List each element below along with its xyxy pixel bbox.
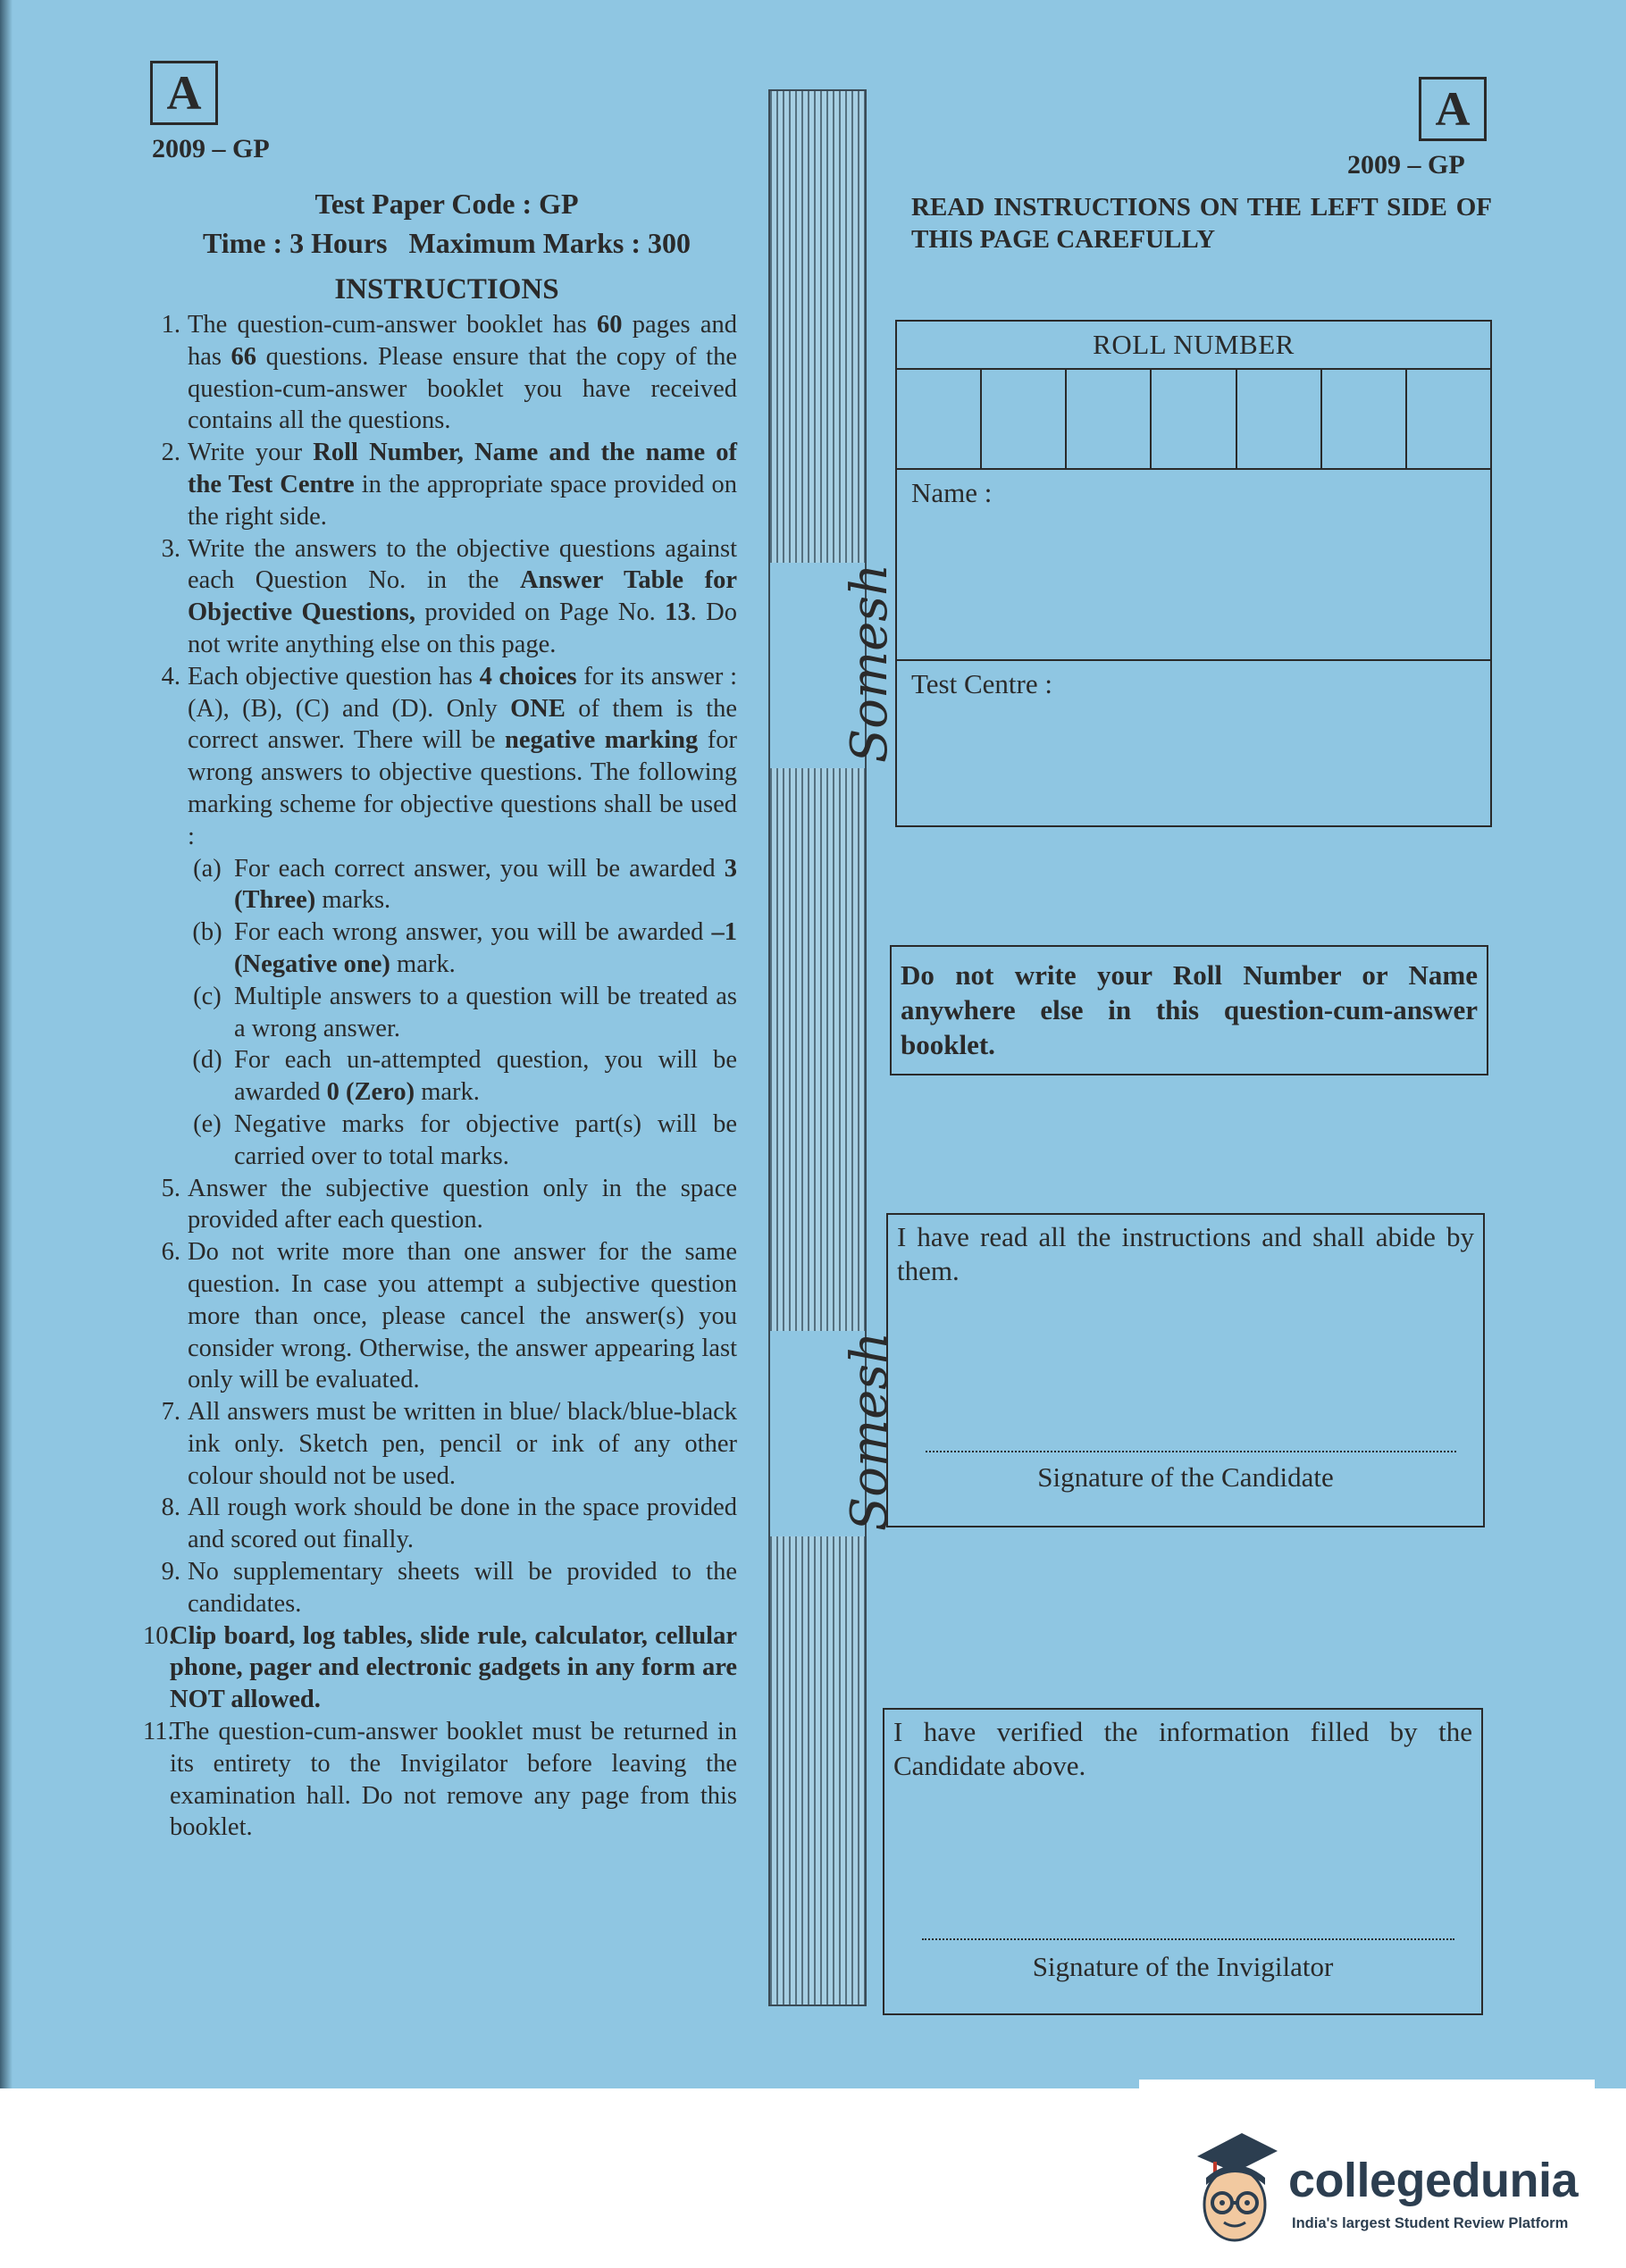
instructions-list bbox=[143, 309, 737, 1844]
marking-scheme-item-number: (b) bbox=[192, 918, 222, 947]
candidate-declaration: I have read all the instructions and shall abide by them. bbox=[897, 1221, 1474, 1286]
scan-white-strip bbox=[1139, 2080, 1595, 2101]
instruction-item bbox=[143, 309, 737, 437]
instruction-item bbox=[143, 1620, 737, 1716]
instruction-item-text: The question-cum-answer booklet must be returned in its entirety to the Invigilator before leaving the examination hall. Do not remove any page from this booklet. bbox=[170, 1718, 737, 1842]
marking-scheme-item-text: For each correct answer, you will be awarded 3 (Three) marks. bbox=[234, 854, 737, 915]
instruction-item-number: 10. bbox=[143, 1621, 175, 1650]
set-label-box-left bbox=[150, 61, 218, 125]
marking-scheme-item bbox=[180, 1109, 737, 1173]
time-marks-line: Time : 3 Hours Maximum Marks : 300 bbox=[202, 227, 691, 259]
instruction-item-number: 2. bbox=[161, 439, 180, 467]
instruction-item-text: All answers must be written in blue/ black/blue-black ink only. Sketch pen, pencil or ink of any other colour should not be used. bbox=[188, 1398, 737, 1490]
instruction-item-number: 7. bbox=[161, 1398, 180, 1427]
instruction-item-number: 8. bbox=[161, 1494, 180, 1522]
invigilator-declaration-box bbox=[883, 1708, 1483, 2015]
roll-digit-cell[interactable] bbox=[1152, 370, 1236, 468]
read-instructions-notice: READ INSTRUCTIONS ON THE LEFT SIDE OF THIS PAGE CAREFULLY bbox=[911, 193, 1492, 254]
instruction-item bbox=[143, 437, 737, 532]
name-field[interactable] bbox=[897, 470, 1490, 661]
invigilator-signature-line[interactable] bbox=[922, 1938, 1454, 1940]
roll-number-warning: Do not write your Roll Number or Name anywhere else in this question-cum-answer booklet. bbox=[890, 945, 1488, 1075]
roll-digit-cell[interactable] bbox=[897, 370, 982, 468]
set-label-box-right bbox=[1419, 77, 1487, 141]
roll-number-cells[interactable] bbox=[897, 370, 1490, 470]
binding-signature-area-1 bbox=[768, 563, 900, 768]
instruction-item-text: All rough work should be done in the space provided and scored out finally. bbox=[188, 1494, 737, 1554]
test-centre-label: Test Centre : bbox=[911, 668, 1052, 699]
set-label: A bbox=[166, 66, 202, 120]
logo-tagline: India's largest Student Review Platform bbox=[1292, 2215, 1569, 2231]
instruction-item-number: 11. bbox=[143, 1718, 174, 1746]
marking-scheme-item-text: Multiple answers to a question will be treated as a wrong answer. bbox=[234, 982, 737, 1042]
instruction-item-number: 3. bbox=[161, 534, 180, 563]
instruction-item-text: Clip board, log tables, slide rule, calculator, cellular phone, pager and electronic gadgets in any form are NOT allowed. bbox=[170, 1621, 737, 1714]
name-label: Name : bbox=[911, 477, 993, 508]
instruction-item-text: Write your Roll Number, Name and the name of the Test Centre in the appropriate space provided on the right side. bbox=[188, 439, 737, 531]
instruction-item bbox=[143, 1556, 737, 1620]
marking-scheme-item bbox=[180, 916, 737, 981]
collegedunia-logo[interactable] bbox=[1188, 2126, 1599, 2251]
paper-year-code-left: 2009 – GP bbox=[152, 134, 270, 163]
set-label: A bbox=[1435, 82, 1471, 136]
marking-scheme-item bbox=[180, 981, 737, 1045]
candidate-signature-line[interactable] bbox=[926, 1451, 1456, 1452]
instruction-item-number: 9. bbox=[161, 1558, 180, 1586]
marking-scheme-item-number: (e) bbox=[193, 1109, 222, 1138]
roll-number-label: ROLL NUMBER bbox=[897, 322, 1490, 370]
instruction-item bbox=[143, 1716, 737, 1844]
instruction-item bbox=[143, 1396, 737, 1492]
instruction-item-text: Answer the subjective question only in the space provided after each question. bbox=[188, 1174, 737, 1234]
candidate-details-box bbox=[895, 320, 1492, 827]
roll-digit-cell[interactable] bbox=[1322, 370, 1407, 468]
roll-digit-cell[interactable] bbox=[982, 370, 1067, 468]
instruction-item bbox=[143, 1492, 737, 1556]
instructions-heading: INSTRUCTIONS bbox=[334, 273, 559, 305]
marking-scheme-item-number: (a) bbox=[193, 854, 222, 883]
marking-scheme-item-text: For each wrong answer, you will be awarded –1 (Negative one) mark. bbox=[234, 918, 737, 978]
marking-scheme-item-number: (c) bbox=[193, 982, 222, 1010]
marking-scheme-item-text: For each un-attempted question, you will be awarded 0 (Zero) mark. bbox=[234, 1046, 737, 1107]
test-code-line: Test Paper Code : GP bbox=[314, 188, 579, 220]
instruction-item-text: No supplementary sheets will be provided to the candidates. bbox=[188, 1558, 737, 1618]
instruction-item-text: The question-cum-answer booklet has 60 pages and has 66 questions. Please ensure that the copy of the question-cum-answer booklet you have received contains all the questions. bbox=[188, 311, 737, 435]
instruction-item-number: 6. bbox=[161, 1238, 180, 1267]
scan-edge-shadow bbox=[0, 0, 13, 2088]
instruction-item bbox=[143, 661, 737, 853]
logo-wordmark: collegedunia bbox=[1288, 2154, 1579, 2207]
student-mascot-icon bbox=[1188, 2126, 1287, 2251]
paper-year-code-right: 2009 – GP bbox=[1347, 150, 1465, 180]
instruction-item-text: Each objective question has 4 choices for its answer : (A), (B), (C) and (D). Only ONE of them is the correct answer. There will be negative marking for wrong answers to objective questions. The following marking scheme for objective questions shall be used : bbox=[188, 662, 737, 850]
instruction-item bbox=[143, 1236, 737, 1396]
instruction-item-number: 1. bbox=[161, 311, 180, 339]
roll-digit-cell[interactable] bbox=[1237, 370, 1322, 468]
marking-scheme-item-text: Negative marks for objective part(s) will be carried over to total marks. bbox=[234, 1109, 737, 1170]
invigilator-declaration: I have verified the information filled by the Candidate above. bbox=[893, 1716, 1472, 1781]
instruction-item bbox=[143, 533, 737, 661]
instruction-item bbox=[143, 1173, 737, 1237]
instruction-item-text: Write the answers to the objective questions against each Question No. in the Answer Table for Objective Questions, provided on Page No. 13. Do not write anything else on this page. bbox=[188, 534, 738, 658]
test-centre-field[interactable] bbox=[897, 661, 1490, 707]
marking-scheme-item bbox=[180, 853, 737, 917]
instruction-item-number: 4. bbox=[161, 662, 180, 690]
candidate-declaration-box bbox=[886, 1213, 1485, 1527]
instruction-item-number: 5. bbox=[161, 1174, 180, 1202]
marking-scheme-item-number: (d) bbox=[192, 1046, 222, 1075]
roll-digit-cell[interactable] bbox=[1067, 370, 1152, 468]
candidate-signature-label: Signature of the Candidate bbox=[1037, 1461, 1334, 1493]
binding-signature-area-2 bbox=[768, 1331, 900, 1536]
roll-digit-cell[interactable] bbox=[1407, 370, 1490, 468]
instruction-item-text: Do not write more than one answer for the same question. In case you attempt a subjective question more than once, please cancel the answer(s) you consider wrong. Otherwise, the answer appearing last only will be evaluated. bbox=[188, 1238, 737, 1394]
marking-scheme-item bbox=[180, 1044, 737, 1109]
handwritten-signature: Somesh bbox=[841, 563, 900, 764]
handwritten-signature: Somesh bbox=[841, 1331, 900, 1532]
invigilator-signature-label: Signature of the Invigilator bbox=[1032, 1951, 1334, 1982]
